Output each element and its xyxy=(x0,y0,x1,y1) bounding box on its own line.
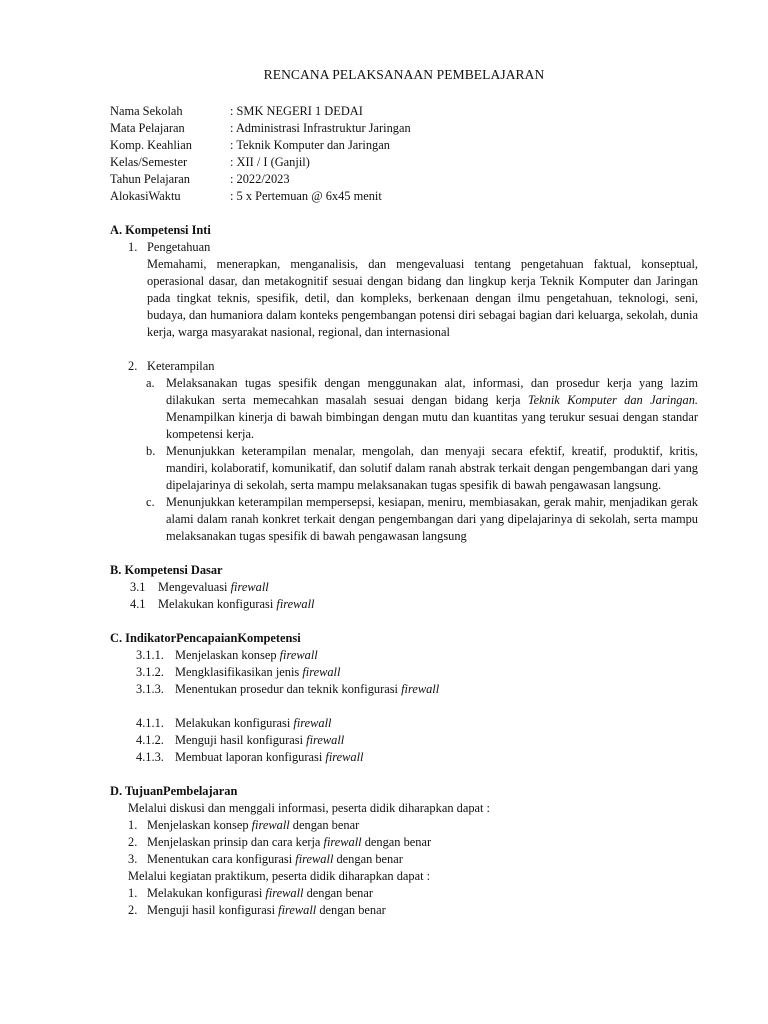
italic-run: firewall xyxy=(230,580,269,594)
identity-label: Nama Sekolah xyxy=(110,104,183,118)
list-item xyxy=(110,681,698,698)
text-run: Menguji hasil konfigurasi xyxy=(147,903,279,917)
identity-value: : Teknik Komputer dan Jaringan xyxy=(230,138,390,152)
list-text xyxy=(175,664,698,681)
text-run: Menjelaskan prinsip dan cara kerja xyxy=(147,835,324,849)
list-item xyxy=(110,834,698,851)
text-run: Melakukan konfigurasi xyxy=(175,716,294,730)
identity-row xyxy=(110,137,698,154)
list-item xyxy=(110,885,698,902)
text-run: Mengklasifikasikan jenis xyxy=(175,665,303,679)
identity-label: Tahun Pelajaran xyxy=(110,172,190,186)
list-text xyxy=(175,715,698,732)
list-number: 4.1.1. xyxy=(136,716,164,730)
list-text xyxy=(147,902,698,919)
list-letter: a. xyxy=(146,376,155,390)
italic-run: firewall xyxy=(302,665,341,679)
ki-keterampilan-c: Menunjukkan keterampilan mempersepsi, kesiapan, meniru, membiasakan, gerak mahir, menjadikan gerak alami dalam ranah konkret terkait dengan pengembangan dari yang dipelajarinya di sekolah, serta mampu melaksanakan tugas spesifik di bawah pengawasan langsung xyxy=(166,495,698,543)
text-run: Menjelaskan konsep xyxy=(147,818,252,832)
ki-keterampilan-b: Menunjukkan keterampilan menalar, mengolah, dan menyaji secara efektif, kreatif, produktif, kritis, mandiri, kolaboratif, komunikatif, dan solutif dalam ranah abstrak terkait dengan pengembangan dari yang dipelajarinya di sekolah, serta mampu melaksanakan tugas spesifik di bawah pengawasan langsung. xyxy=(166,444,698,492)
list-text xyxy=(175,681,698,698)
list-item xyxy=(110,375,698,443)
list-number: 2. xyxy=(128,903,138,917)
italic-run: firewall xyxy=(278,903,317,917)
italic-run: Teknik Komputer dan Jaringan. xyxy=(527,393,698,407)
list-text xyxy=(175,749,698,766)
list-label: Pengetahuan xyxy=(147,240,211,254)
identity-label: Mata Pelajaran xyxy=(110,121,185,135)
italic-run: firewall xyxy=(401,682,440,696)
text-run: Menampilkan kinerja di bawah bimbingan dengan mutu dan kuantitas yang terukur sesuai dengan standar kompetensi kerja. xyxy=(166,410,698,441)
list-label: Keterampilan xyxy=(147,359,215,373)
list-number: 3. xyxy=(128,852,138,866)
list-text xyxy=(147,851,698,868)
list-item xyxy=(110,358,698,375)
text-run: dengan benar xyxy=(333,852,403,866)
italic-run: firewall xyxy=(276,597,315,611)
list-text xyxy=(147,885,698,902)
text-run: Menentukan cara konfigurasi xyxy=(147,852,296,866)
italic-run: firewall xyxy=(251,818,290,832)
list-letter: c. xyxy=(146,495,155,509)
identity-label: Kelas/Semester xyxy=(110,155,188,169)
list-item xyxy=(110,443,698,494)
list-item xyxy=(110,647,698,664)
list-number: 1. xyxy=(128,818,138,832)
list-number: 2. xyxy=(128,835,138,849)
text-run: Melaksanakan tugas spesifik dengan menggunakan alat, informasi, dan prosedur kerja yang lazim dilakukan serta memecahkan masalah sesuai dengan bidang kerja xyxy=(166,376,698,407)
identity-row xyxy=(110,171,698,188)
identity-value: : 5 x Pertemuan @ 6x45 menit xyxy=(230,189,382,203)
list-text xyxy=(158,579,698,596)
ki-keterampilan-a xyxy=(166,375,698,443)
italic-run: firewall xyxy=(323,835,362,849)
list-number: 1. xyxy=(128,886,138,900)
identity-value: : SMK NEGERI 1 DEDAI xyxy=(230,104,363,118)
list-item xyxy=(110,817,698,834)
list-text xyxy=(175,647,698,664)
list-item xyxy=(110,494,698,545)
identity-row xyxy=(110,188,698,205)
list-number: 3.1 xyxy=(130,580,146,594)
list-number: 3.1.2. xyxy=(136,665,164,679)
list-item xyxy=(110,579,698,596)
list-item xyxy=(110,596,698,613)
list-item xyxy=(110,664,698,681)
identity-value: : XII / I (Ganjil) xyxy=(230,155,310,169)
identity-row xyxy=(110,154,698,171)
list-number: 4.1.2. xyxy=(136,733,164,747)
identity-row xyxy=(110,120,698,137)
list-number: 2. xyxy=(128,359,138,373)
ki-pengetahuan-text: Memahami, menerapkan, menganalisis, dan mengevaluasi tentang pengetahuan faktual, konseptual, operasional dasar, dan metakognitif sesuai dengan bidang dan lingkup kerja Teknik Komputer dan Jaringan pada tingkat teknis, spesifik, detil, dan kompleks, berkenaan dengan ilmu pengetahuan, teknologi, seni, budaya, dan humaniora dalam konteks pengembangan potensi diri sebagai bagian dari keluarga, sekolah, dunia kerja, warga masyarakat nasional, regional, dan internasional xyxy=(147,257,698,339)
list-item xyxy=(110,851,698,868)
italic-run: firewall xyxy=(279,648,318,662)
italic-run: firewall xyxy=(295,852,334,866)
list-item xyxy=(110,732,698,749)
identity-value: : 2022/2023 xyxy=(230,172,290,186)
identity-table xyxy=(110,103,698,205)
text-run: Mengevaluasi xyxy=(158,580,231,594)
italic-run: firewall xyxy=(306,733,345,747)
section-d-heading: D. TujuanPembelajaran xyxy=(110,784,238,798)
text-run: Membuat laporan konfigurasi xyxy=(175,750,326,764)
list-text xyxy=(158,596,698,613)
text-run: Menguji hasil konfigurasi xyxy=(175,733,307,747)
list-number: 1. xyxy=(128,240,138,254)
section-c-heading: C. IndikatorPencapaianKompetensi xyxy=(110,631,301,645)
list-item xyxy=(110,749,698,766)
list-text xyxy=(147,834,698,851)
section-d-intro: Melalui kegiatan praktikum, peserta didik diharapkan dapat : xyxy=(128,869,431,883)
list-text xyxy=(147,817,698,834)
identity-row xyxy=(110,103,698,120)
text-run: Menjelaskan konsep xyxy=(175,648,280,662)
identity-label: AlokasiWaktu xyxy=(110,189,181,203)
text-run: Melakukan konfigurasi xyxy=(147,886,266,900)
list-number: 4.1.3. xyxy=(136,750,164,764)
list-text xyxy=(175,732,698,749)
text-run: Melakukan konfigurasi xyxy=(158,597,277,611)
identity-label: Komp. Keahlian xyxy=(110,138,192,152)
list-number: 4.1 xyxy=(130,597,146,611)
text-run: dengan benar xyxy=(303,886,373,900)
text-run: dengan benar xyxy=(316,903,386,917)
italic-run: firewall xyxy=(325,750,364,764)
text-run: dengan benar xyxy=(289,818,360,832)
list-item xyxy=(110,715,698,732)
section-b-heading: B. Kompetensi Dasar xyxy=(110,563,223,577)
list-item xyxy=(110,902,698,919)
list-number: 3.1.1. xyxy=(136,648,164,662)
document-title: RENCANA PELAKSANAAN PEMBELAJARAN xyxy=(263,67,545,82)
identity-value: : Administrasi Infrastruktur Jaringan xyxy=(230,121,411,135)
list-letter: b. xyxy=(146,444,156,458)
list-number: 3.1.3. xyxy=(136,682,164,696)
section-a-heading: A. Kompetensi Inti xyxy=(110,223,211,237)
italic-run: firewall xyxy=(265,886,304,900)
text-run: dengan benar xyxy=(361,835,432,849)
list-item xyxy=(110,239,698,256)
text-run: Menentukan prosedur dan teknik konfigurasi xyxy=(175,682,402,696)
section-d-intro: Melalui diskusi dan menggali informasi, peserta didik diharapkan dapat : xyxy=(128,801,490,815)
italic-run: firewall xyxy=(293,716,332,730)
